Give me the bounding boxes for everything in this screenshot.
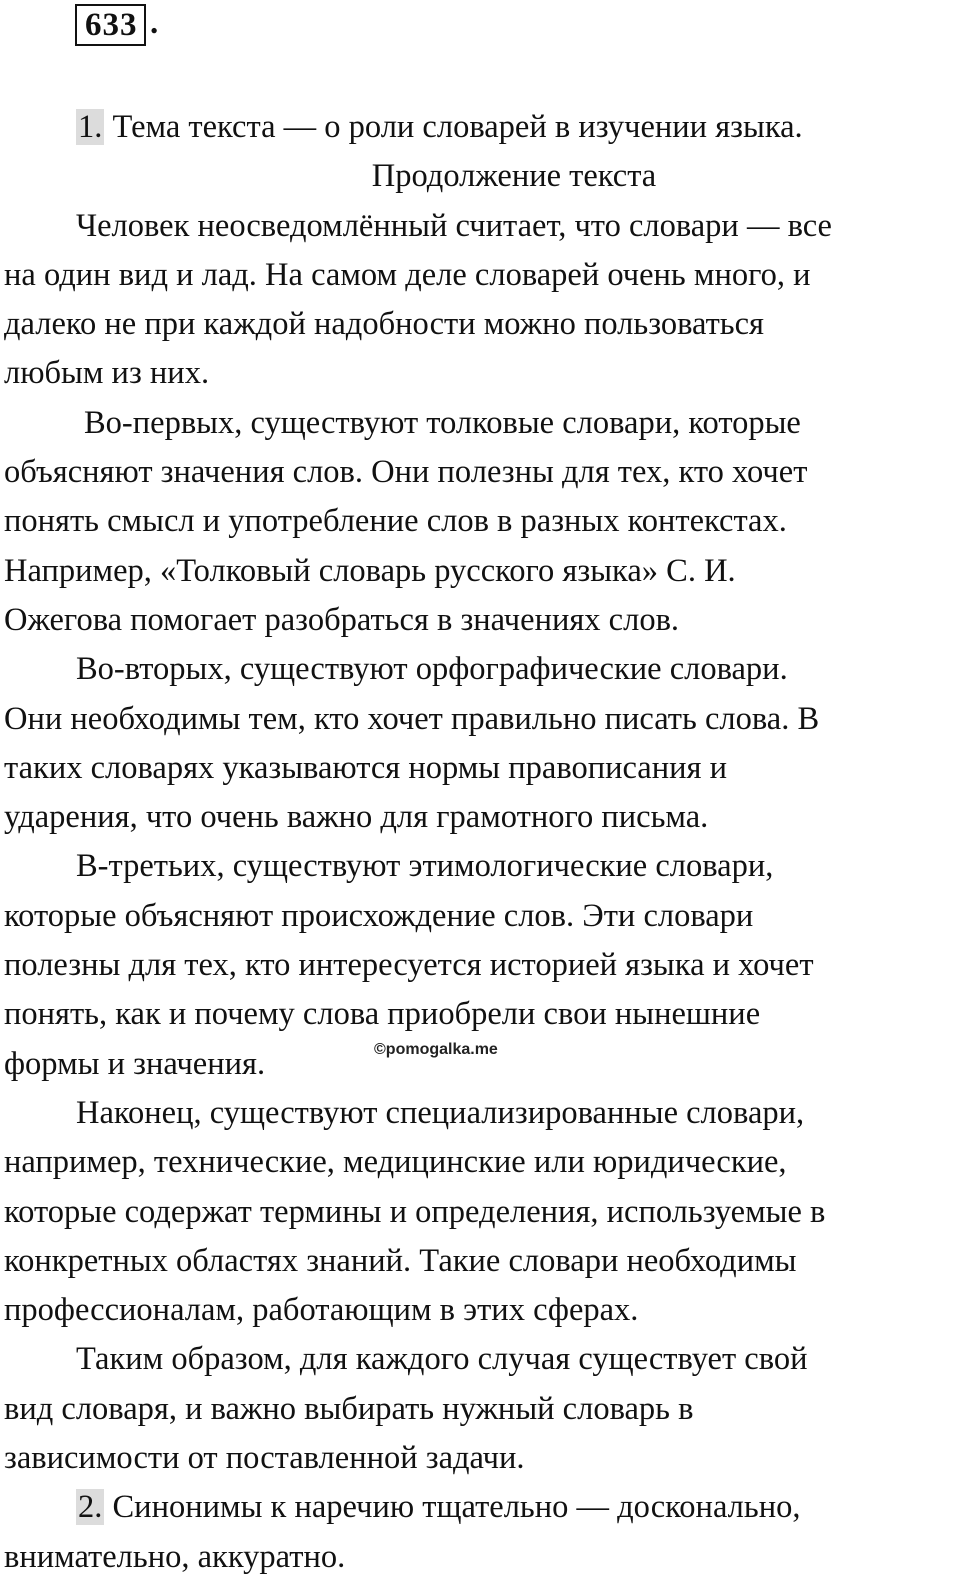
- paragraph-2-line-5: Ожегова помогает разобраться в значениях слов.: [4, 601, 680, 638]
- paragraph-1-line-2: на один вид и лад. На самом деле словарей очень много, и: [4, 256, 811, 293]
- answer-text: [4, 103, 952, 1582]
- paragraph-3-line-3: таких словарях указываются нормы правописания и: [4, 749, 727, 786]
- paragraph-6-line-1: Таким образом, для каждого случая существует свой: [76, 1341, 808, 1378]
- paragraph-2-line-2: объясняют значения слов. Они полезны для тех, кто хочет: [4, 454, 808, 491]
- item-1-line: [4, 103, 952, 152]
- item-2-marker: 2.: [78, 1489, 103, 1526]
- paragraph-6-line-3: зависимости от поставленной задачи.: [4, 1440, 525, 1477]
- paragraph-3-line-4: ударения, что очень важно для грамотного письма.: [4, 799, 709, 836]
- paragraph-4-line-3: полезны для тех, кто интересуется историей языка и хочет: [4, 947, 814, 984]
- item-2-line: [4, 1483, 952, 1532]
- continuation-heading: Продолжение текста: [371, 158, 657, 195]
- paragraph-4-line-4: понять, как и почему слова приобрели свои нынешние: [4, 996, 761, 1033]
- item-2-text: Синонимы к наречию тщательно — досконально,: [104, 1489, 801, 1526]
- paragraph-1-line-1: Человек неосведомлённый считает, что словари — все: [76, 207, 832, 244]
- paragraph-5-line-5: профессионалам, работающим в этих сферах.: [4, 1292, 639, 1329]
- task-number: 633: [85, 7, 138, 43]
- paragraph-4-line-2: которые объясняют происхождение слов. Эти словари: [4, 897, 754, 934]
- paragraph-4-line-1: В-третьих, существуют этимологические словари,: [76, 848, 774, 885]
- paragraph-4-line-5: формы и значения.: [4, 1045, 266, 1082]
- item-1-marker: 1.: [78, 109, 103, 145]
- item-2-continuation: внимательно, аккуратно.: [4, 1538, 346, 1575]
- paragraph-5-line-4: конкретных областях знаний. Такие словари необходимы: [4, 1242, 797, 1279]
- task-number-box: [75, 4, 146, 46]
- paragraph-3-line-2: Они необходимы тем, кто хочет правильно писать слова. В: [4, 700, 820, 737]
- paragraph-5-line-3: которые содержат термины и определения, используемые в: [4, 1193, 826, 1230]
- paragraph-2-line-4: Например, «Толковый словарь русского языка» С. И.: [4, 552, 736, 589]
- paragraph-1-line-3: далеко не при каждой надобности можно пользоваться: [4, 306, 765, 343]
- item-1-text: Тема текста — о роли словарей в изучении языка.: [104, 109, 803, 145]
- paragraph-5-line-1: Наконец, существуют специализированные словари,: [76, 1094, 805, 1131]
- paragraph-6-line-2: вид словаря, и важно выбирать нужный словарь в: [4, 1390, 694, 1427]
- paragraph-2-line-1: Во-первых, существуют толковые словари, которые: [84, 404, 801, 441]
- task-number-dot: .: [150, 5, 159, 41]
- paragraph-2-line-3: понять смысл и употребление слов в разных контекстах.: [4, 503, 787, 540]
- paragraph-5-line-2: например, технические, медицинские или юридические,: [4, 1144, 787, 1181]
- paragraph-1-line-4: любым из них.: [4, 355, 210, 392]
- watermark: ©pomogalka.me: [374, 1041, 498, 1058]
- paragraph-3-line-1: Во-вторых, существуют орфографические словари.: [76, 651, 788, 688]
